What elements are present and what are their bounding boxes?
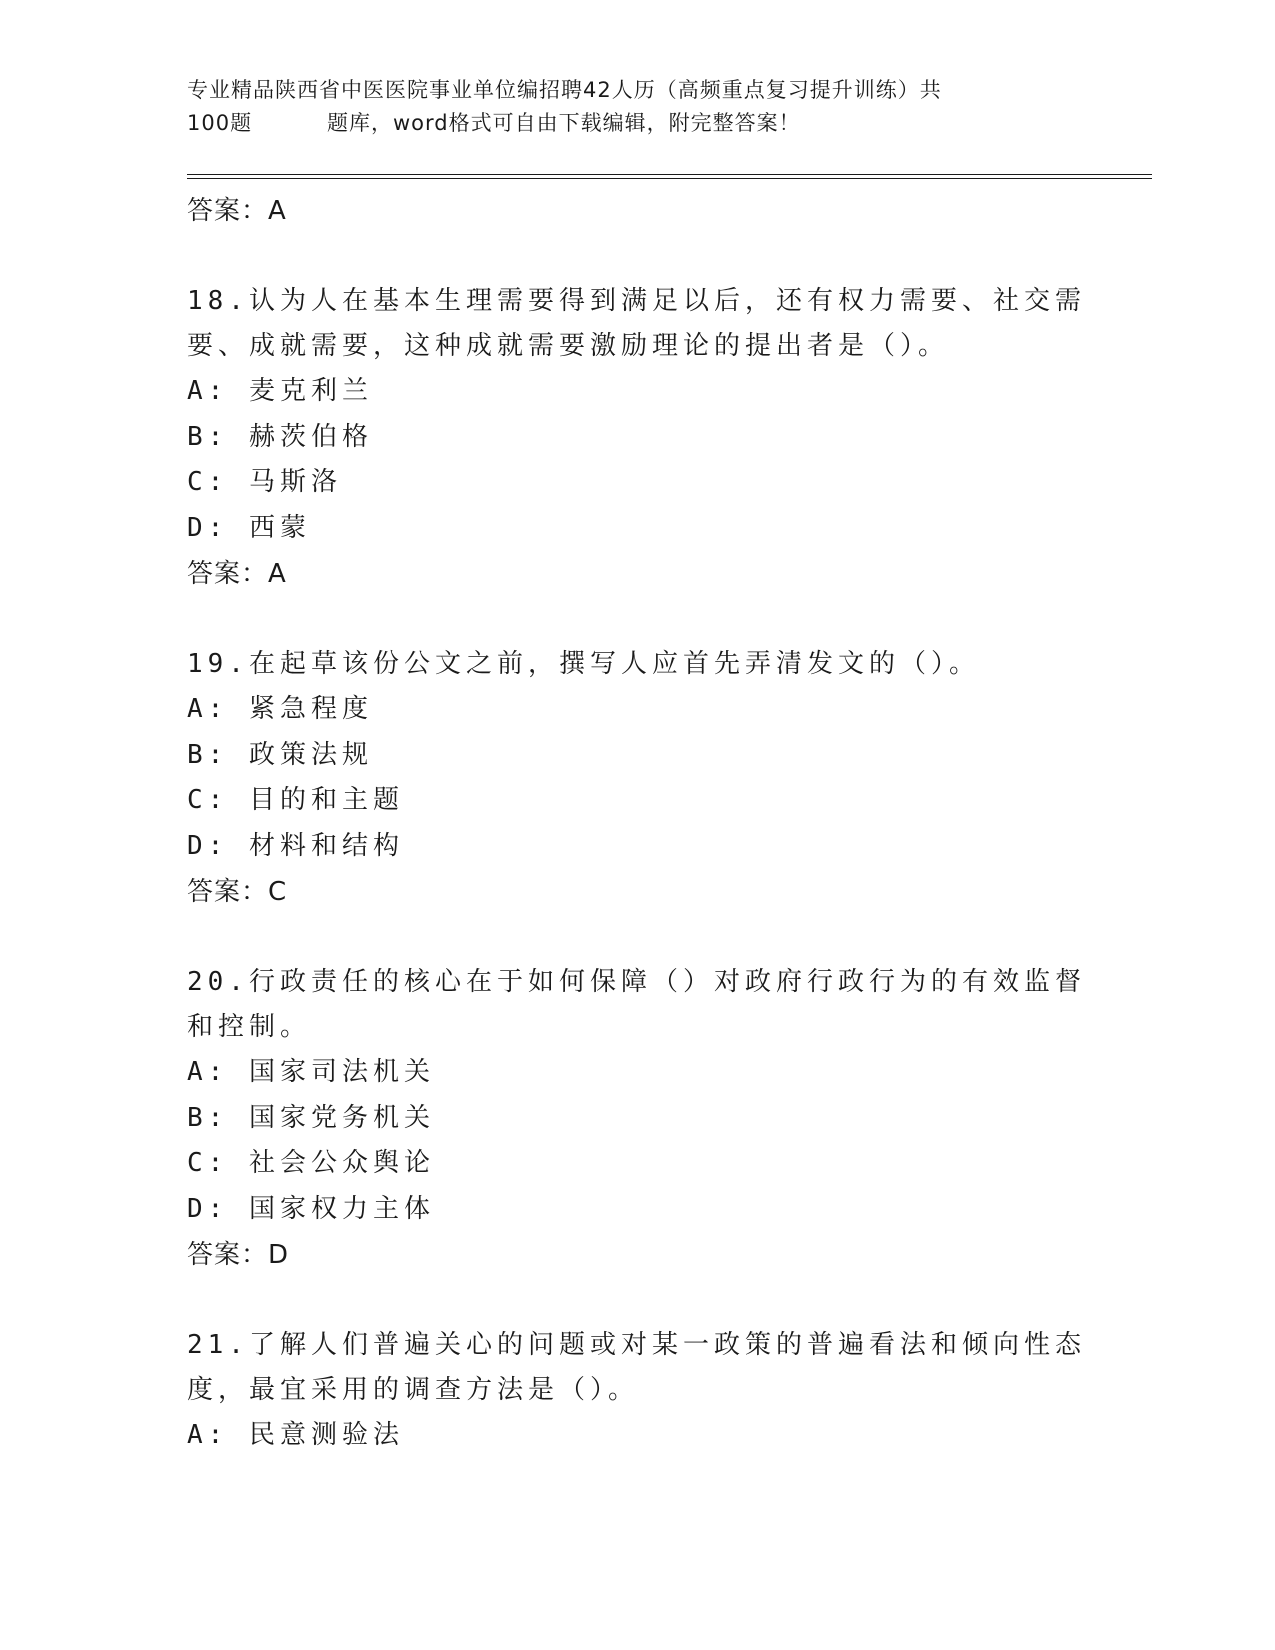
question-block-19	[187, 642, 1087, 915]
question-block-21	[187, 1323, 1087, 1459]
question-block-20	[187, 960, 1087, 1278]
question-block-18	[187, 279, 1087, 597]
header-rule-bottom	[187, 178, 1152, 179]
question-text: 20.行政责任的核心在于如何保障（）对政府行政行为的有效监督和控制。	[187, 967, 1086, 1042]
option-c: C: 社会公众舆论	[187, 1148, 435, 1178]
option-b: B: 政策法规	[187, 739, 373, 770]
option-a: A: 紧急程度	[187, 694, 373, 724]
header-rule-top	[187, 174, 1152, 175]
option-a: A: 国家司法机关	[187, 1057, 435, 1087]
page-header	[187, 74, 1087, 140]
header-title-line1: 专业精品陕西省中医医院事业单位编招聘42人历（高频重点复习提升训练）共	[187, 78, 942, 102]
answer-line: 答案：D	[187, 1240, 290, 1270]
question-text: 19.在起草该份公文之前，撰写人应首先弄清发文的（）。	[187, 649, 980, 679]
question-text: 21.了解人们普遍关心的问题或对某一政策的普遍看法和倾向性态度，最宜采用的调查方法是（）。	[187, 1330, 1086, 1405]
option-d: D: 西蒙	[187, 512, 311, 543]
header-question-count: 100题	[187, 111, 253, 135]
option-a: A: 麦克利兰	[187, 376, 373, 406]
header-description: 题库，word格式可自由下载编辑，附完整答案！	[327, 111, 801, 135]
answer-line: 答案：A	[187, 196, 287, 226]
answer-line: 答案：C	[187, 877, 288, 907]
option-d: D: 国家权力主体	[187, 1193, 435, 1224]
header-title-line2	[187, 107, 1087, 140]
answer-line: 答案：A	[187, 559, 287, 589]
option-b: B: 国家党务机关	[187, 1102, 435, 1133]
option-b: B: 赫茨伯格	[187, 421, 373, 452]
question-text: 18.认为人在基本生理需要得到满足以后，还有权力需要、社交需要、成就需要，这种成就需要激励理论的提出者是（）。	[187, 286, 1086, 361]
question-list	[187, 188, 1087, 1459]
option-c: C: 目的和主题	[187, 785, 404, 815]
option-c: C: 马斯洛	[187, 467, 342, 497]
option-d: D: 材料和结构	[187, 830, 404, 861]
option-a: A: 民意测验法	[187, 1420, 404, 1450]
